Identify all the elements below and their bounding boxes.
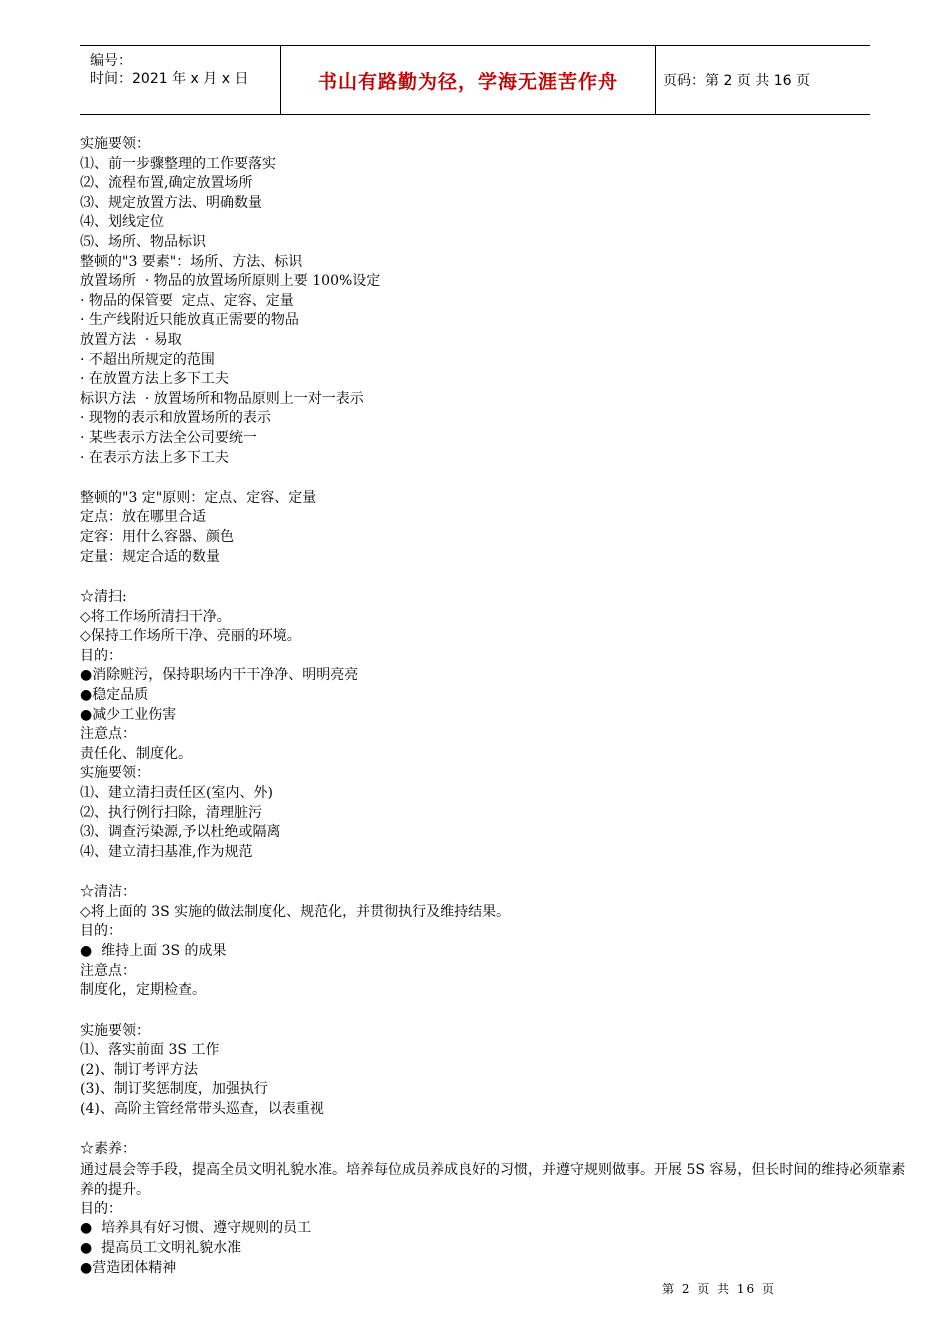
body-paragraph: 通过晨会等手段，提高全员文明礼貌水准。培养每位成员养成良好的习惯，并遵守规则做事。开展 5S 容易，但长时间的维持必须靠素养的提升。 bbox=[80, 1161, 906, 1198]
text-line: 目的： bbox=[80, 1200, 122, 1217]
text-line: 注意点： bbox=[80, 726, 136, 743]
text-line: ⑸、场所、物品标识 bbox=[80, 233, 206, 250]
text-line: · 物品的保管要 定点、定容、定量 bbox=[80, 292, 294, 309]
text-line: 定容：用什么容器、颜色 bbox=[80, 529, 234, 546]
text-line: 实施要领： bbox=[80, 1022, 150, 1039]
text-line: ⑴、建立清扫责任区(室内、外) bbox=[80, 785, 273, 801]
text-line: · 某些表示方法全公司要统一 bbox=[80, 429, 257, 446]
text-line: · 生产线附近只能放真正需要的物品 bbox=[80, 312, 299, 329]
text-line: 注意点： bbox=[80, 962, 136, 979]
document-body bbox=[80, 135, 910, 1278]
text-line: ⑴、落实前面 3S 工作 bbox=[80, 1042, 220, 1059]
page-header bbox=[80, 45, 870, 115]
text-line: ⑶、规定放置方法、明确数量 bbox=[80, 194, 262, 211]
blank-line bbox=[80, 567, 910, 588]
text-line: 实施要领： bbox=[80, 136, 150, 152]
text-line: ⑴、前一步骤整理的工作要落实 bbox=[80, 155, 276, 172]
text-line: (2)、制订考评方法 bbox=[80, 1061, 198, 1078]
text-line: ◇将上面的 3S 实施的做法制度化、规范化，并贯彻执行及维持结果。 bbox=[80, 903, 511, 920]
text-line: 放置方法 · 易取 bbox=[80, 331, 182, 348]
text-line: 责任化、制度化。 bbox=[80, 745, 192, 762]
text-line: ●营造团体精神 bbox=[80, 1259, 177, 1276]
text-line: ☆清洁： bbox=[80, 884, 136, 901]
time-label: 时间：2021 年 x 月 x 日 bbox=[90, 71, 249, 87]
blank-line bbox=[80, 1120, 910, 1141]
text-line: ● 提高员工文明礼貌水准 bbox=[80, 1240, 242, 1257]
text-line: 定点：放在哪里合适 bbox=[80, 509, 206, 526]
text-line: ⑵、执行例行扫除，清理脏污 bbox=[80, 804, 262, 821]
text-line: ☆素养： bbox=[80, 1141, 136, 1158]
text-line: ●消除赃污，保持职场内干干净净、明明亮亮 bbox=[80, 667, 359, 684]
header-page-info: 页码：第 2 页 共 16 页 bbox=[663, 73, 810, 89]
text-line: · 不超出所规定的范围 bbox=[80, 351, 215, 368]
text-line: 目的： bbox=[80, 647, 122, 664]
blank-line bbox=[80, 1001, 910, 1022]
text-line: ◇保持工作场所干净、亮丽的环境。 bbox=[80, 628, 301, 645]
text-line: 整顿的"3 要素"：场所、方法、标识 bbox=[80, 253, 303, 270]
header-page-cell bbox=[655, 46, 870, 114]
text-line: 制度化，定期检查。 bbox=[80, 982, 206, 999]
text-line: ⑷、划线定位 bbox=[80, 214, 164, 231]
text-line: ● 维持上面 3S 的成果 bbox=[80, 942, 227, 959]
text-line: 整顿的"3 定"原则：定点、定容、定量 bbox=[80, 489, 317, 506]
body-tail-lines bbox=[80, 1200, 910, 1278]
text-line: ●减少工业伤害 bbox=[80, 706, 177, 723]
text-line: 实施要领： bbox=[80, 765, 150, 782]
body-lines bbox=[80, 135, 910, 1160]
text-line: ⑵、流程布置,确定放置场所 bbox=[80, 175, 253, 192]
blank-line bbox=[80, 862, 910, 883]
text-line: ◇将工作场所清扫干净。 bbox=[80, 608, 231, 625]
text-line: 放置场所 · 物品的放置场所原则上要 100%设定 bbox=[80, 273, 381, 290]
page-footer: 第 2 页 共 16 页 bbox=[662, 1282, 776, 1296]
text-line: ● 培养具有好习惯、遵守规则的员工 bbox=[80, 1220, 312, 1237]
text-line: 定量：规定合适的数量 bbox=[80, 548, 220, 565]
header-motto: 书山有路勤为径，学海无涯苦作舟 bbox=[317, 70, 618, 93]
text-line: ☆清扫: bbox=[80, 589, 127, 606]
text-line: · 现物的表示和放置场所的表示 bbox=[80, 410, 271, 427]
serial-label: 编号： bbox=[90, 53, 132, 69]
blank-line bbox=[80, 468, 910, 489]
text-line: 目的： bbox=[80, 923, 122, 940]
text-line: 标识方法 · 放置场所和物品原则上一对一表示 bbox=[80, 390, 364, 407]
text-line: ●稳定品质 bbox=[80, 687, 149, 704]
text-line: (3)、制订奖惩制度，加强执行 bbox=[80, 1081, 268, 1098]
text-line: · 在放置方法上多下工夫 bbox=[80, 371, 229, 388]
text-line: ⑶、调查污染源,予以杜绝或隔离 bbox=[80, 824, 281, 841]
header-motto-cell bbox=[280, 46, 656, 114]
text-line: (4)、高阶主管经常带头巡查，以表重视 bbox=[80, 1100, 324, 1117]
header-meta-cell bbox=[80, 46, 280, 114]
text-line: · 在表示方法上多下工夫 bbox=[80, 449, 229, 466]
text-line: ⑷、建立清扫基准,作为规范 bbox=[80, 843, 253, 860]
